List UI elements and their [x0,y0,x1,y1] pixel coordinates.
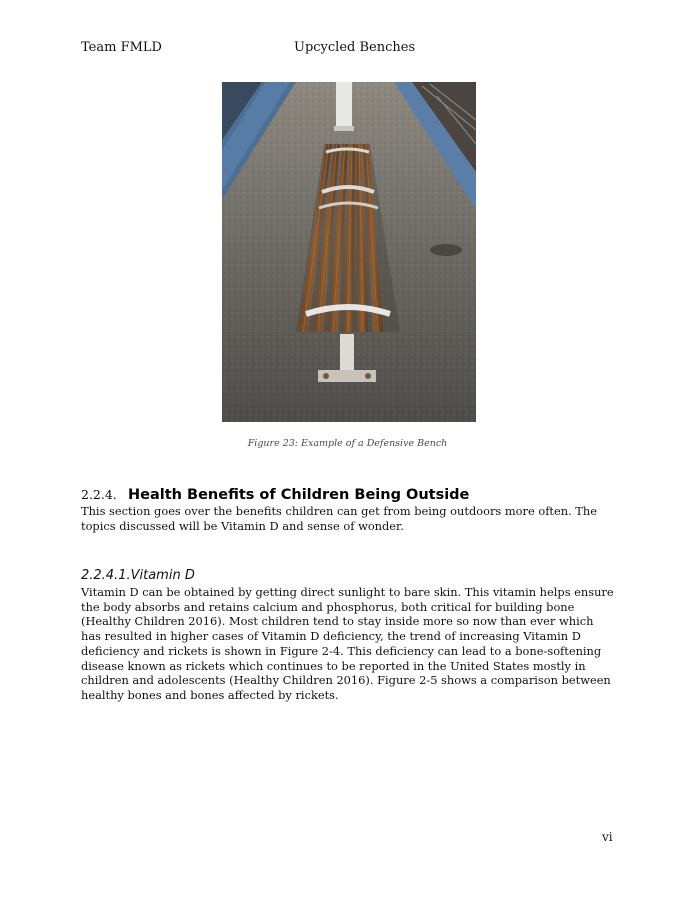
section-paragraph: This section goes over the benefits children can get from being outdoors more often. The topics discussed will be Vitamin D and sense of wonder. [81,504,597,533]
section-number: 2.2.4. [81,487,117,502]
header-team-name: Team FMLD [81,40,162,55]
section-heading [81,486,469,504]
bench-illustration [222,82,476,422]
defensive-bench-photo [222,82,476,422]
figure-caption: Figure 23: Example of a Defensive Bench [247,438,448,449]
subsection-paragraph: Vitamin D can be obtained by getting direct sunlight to bare skin. This vitamin helps ensure the body absorbs and retains calcium and phosphorus, both critical for building bone (Healthy Children 2016). Most children tend to stay inside more so now than ever which has resulted in higher cases of Vitamin D deficiency, the trend of increasing Vitamin D deficiency and rickets is shown in Figure 2-4. This deficiency can lead to a bone-softening disease known as rickets which continues to be reported in the United States mostly in children and adolescents (Healthy Children 2016). Figure 2-5 shows a comparison between healthy bones and bones affected by rickets. [81,585,614,702]
header-document-title: Upcycled Benches [294,40,416,55]
subsection-heading: 2.2.4.1.Vitamin D [81,568,195,583]
section-title: Health Benefits of Children Being Outside [128,487,470,503]
page-number: vi [602,830,613,844]
